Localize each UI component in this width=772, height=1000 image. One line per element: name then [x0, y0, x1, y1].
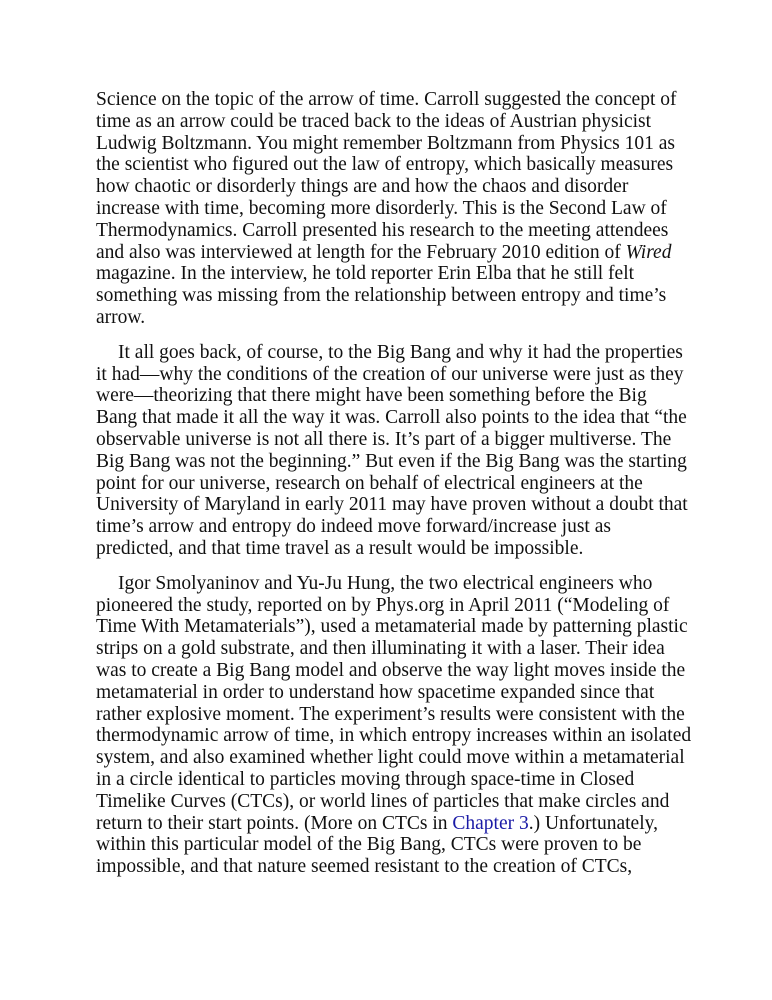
text-line: Big Bang was not the beginning.” But even if the Big Bang was the starting: [96, 450, 687, 472]
text-line: Timelike Curves (CTCs), or world lines of particles that make circles and: [96, 790, 670, 812]
document-body: [96, 89, 696, 878]
text-line: time’s arrow and entropy do indeed move forward/increase just as: [96, 516, 611, 538]
text-line: increase with time, becoming more disorderly. This is the Second Law of: [96, 197, 667, 219]
text-line: Bang that made it all the way it was. Carroll also points to the idea that “the: [96, 407, 687, 429]
text-line: [96, 242, 696, 264]
text-line: within this particular model of the Big Bang, CTCs were proven to be: [96, 834, 642, 856]
text-line: Thermodynamics. Carroll presented his research to the meeting attendees: [96, 219, 669, 241]
text-line: impossible, and that nature seemed resistant to the creation of CTCs,: [96, 856, 633, 878]
text-line: pioneered the study, reported on by Phys.org in April 2011 (“Modeling of: [96, 594, 670, 616]
text-line: thermodynamic arrow of time, in which entropy increases within an isolated: [96, 725, 692, 747]
text-line: Ludwig Boltzmann. You might remember Boltzmann from Physics 101 as: [96, 132, 675, 154]
text-line: arrow.: [96, 306, 146, 328]
text-segment: .) Unfortunately,: [528, 812, 658, 834]
text-segment: and also was interviewed at length for the February 2010 edition of: [96, 241, 626, 263]
text-line: [96, 813, 696, 835]
paragraph-arrow-of-time: [96, 89, 696, 329]
text-line: was to create a Big Bang model and observe the way light moves inside the: [96, 659, 686, 681]
magazine-title-italic: Wired: [625, 241, 672, 263]
text-line: Igor Smolyaninov and Yu-Ju Hung, the two electrical engineers who: [118, 572, 653, 594]
text-line: system, and also examined whether light could move within a metamaterial: [96, 747, 685, 769]
text-line: magazine. In the interview, he told reporter Erin Elba that he still felt: [96, 263, 635, 285]
text-line: point for our universe, research on behalf of electrical engineers at the: [96, 472, 643, 494]
text-line: were—theorizing that there might have been something before the Big: [96, 385, 647, 407]
text-line: rather explosive moment. The experiment’s results were consistent with the: [96, 703, 685, 725]
text-line: how chaotic or disorderly things are and how the chaos and disorder: [96, 176, 629, 198]
text-line: something was missing from the relationship between entropy and time’s: [96, 285, 667, 307]
text-segment: return to their start points. (More on CTCs in: [96, 812, 453, 834]
chapter-3-link[interactable]: Chapter 3: [452, 812, 529, 834]
paragraph-big-bang: [96, 342, 696, 560]
text-line: strips on a gold substrate, and then illuminating it with a laser. Their idea: [96, 638, 665, 660]
text-line: time as an arrow could be traced back to the ideas of Austrian physicist: [96, 110, 652, 132]
text-line: metamaterial in order to understand how spacetime expanded since that: [96, 681, 655, 703]
text-line: observable universe is not all there is. It’s part of a bigger multiverse. The: [96, 428, 672, 450]
text-line: the scientist who figured out the law of entropy, which basically measures: [96, 154, 674, 176]
text-line: It all goes back, of course, to the Big Bang and why it had the properties: [118, 341, 683, 363]
paragraph-metamaterials: [96, 573, 696, 878]
text-line: Science on the topic of the arrow of time. Carroll suggested the concept of: [96, 89, 677, 110]
text-line: in a circle identical to particles moving through space-time in Closed: [96, 768, 635, 790]
text-line: Time With Metamaterials”), used a metamaterial made by patterning plastic: [96, 616, 688, 638]
text-line: University of Maryland in early 2011 may have proven without a doubt that: [96, 494, 688, 516]
text-line: predicted, and that time travel as a result would be impossible.: [96, 537, 584, 559]
text-line: it had—why the conditions of the creation of our universe were just as they: [96, 363, 684, 385]
